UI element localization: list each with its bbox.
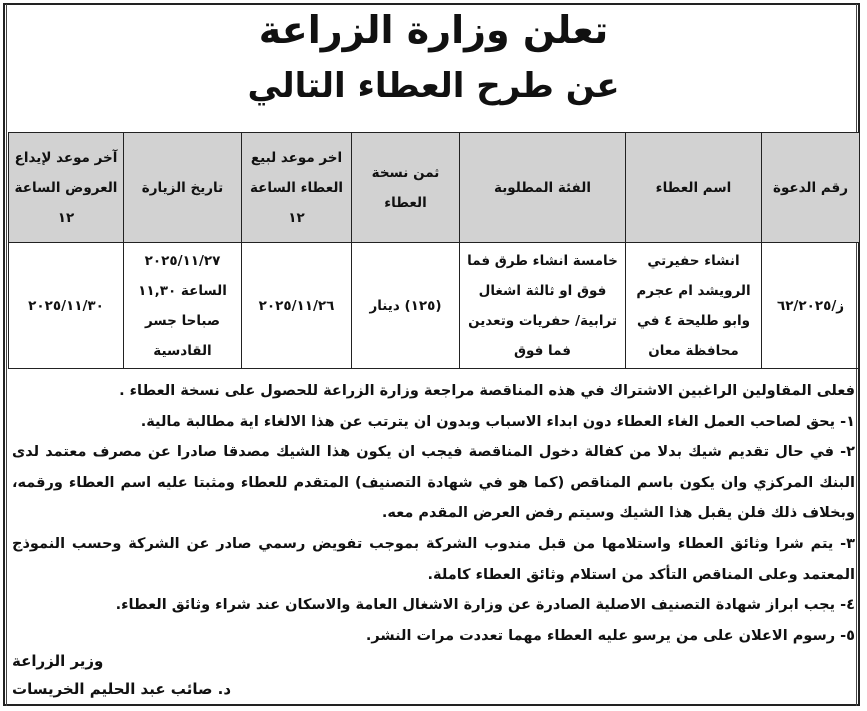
submission-deadline: ٢٠٢٥/١١/٣٠ xyxy=(9,243,124,369)
announcement-body xyxy=(12,376,855,651)
sale-deadline: ٢٠٢٥/١١/٢٦ xyxy=(242,243,352,369)
tender-number: ز/٦٢/٢٠٢٥ xyxy=(762,243,860,369)
copy-price: (١٢٥) دينار xyxy=(352,243,460,369)
page-subtitle: عن طرح العطاء التالي xyxy=(247,66,620,106)
column-header: الفئة المطلوبة xyxy=(460,133,626,243)
column-header: ثمن نسخة العطاء xyxy=(352,133,460,243)
tender-table xyxy=(8,132,860,369)
intro-paragraph: فعلى المقاولين الراغبين الاشتراك في هذه المناقصة مراجعة وزارة الزراعة للحصول على نسخة العطاء . xyxy=(119,383,855,399)
signature-name: د. صائب عبد الحليم الخريسات xyxy=(12,680,232,698)
condition-item: ٣- يتم شرا وثائق العطاء واستلامها من قبل مندوب الشركة بموجب تفويض رسمي صادر عن الشركة وحسب النموذج المعتمد وعلى المناقص التأكد من استلام وثائق العطاء كاملة. xyxy=(12,535,855,583)
required-category: خامسة انشاء طرق فما فوق او ثالثة اشغال ترابية/ حفريات وتعدين فما فوق xyxy=(460,243,626,369)
column-header: اخر موعد لبيع العطاء الساعة ١٢ xyxy=(242,133,352,243)
page-title: تعلن وزارة الزراعة xyxy=(258,8,609,52)
column-header: تاريخ الزيارة xyxy=(124,133,242,243)
column-header: رقم الدعوة xyxy=(762,133,860,243)
table-header-row xyxy=(9,133,860,243)
condition-item: ٥- رسوم الاعلان على من يرسو عليه العطاء مهما تعددت مرات النشر. xyxy=(365,627,855,644)
condition-item: ٢- في حال تقديم شيك بدلا من كفالة دخول المناقصة فيجب ان يكون هذا الشيك مصدقا صادرا عن مصرف معتمد لدى البنك المركزي وان يكون باسم المناقص (كما هو في شهادة التصنيف) المتقدم للعطاء ومثبتا عليه اسم العطاء ورقمه، وبخلاف ذلك فلن يقبل هذا الشيك وسيتم رفض العرض المقدم معه. xyxy=(12,444,855,522)
column-header: اسم العطاء xyxy=(626,133,762,243)
signature-title: وزير الزراعة xyxy=(12,652,104,670)
column-header: آخر موعد لإيداع العروض الساعة ١٢ xyxy=(9,133,124,243)
condition-item: ١- يحق لصاحب العمل الغاء العطاء دون ابداء الاسباب وبدون ان يترتب عن هذا الالغاء اية مطالبة مالية. xyxy=(140,413,855,430)
condition-item: ٤- يجب ابراز شهادة التصنيف الاصلية الصادرة عن وزارة الاشغال العامة والاسكان عند شراء وثائق العطاء. xyxy=(115,597,855,614)
visit-date: ٢٠٢٥/١١/٢٧ الساعة ١١,٣٠ صباحا جسر القادسية xyxy=(124,243,242,369)
table-row xyxy=(9,243,860,369)
tender-name: انشاء حفيرتي الرويشد ام عجرم وابو طليحة ٤ في محافظة معان xyxy=(626,243,762,369)
